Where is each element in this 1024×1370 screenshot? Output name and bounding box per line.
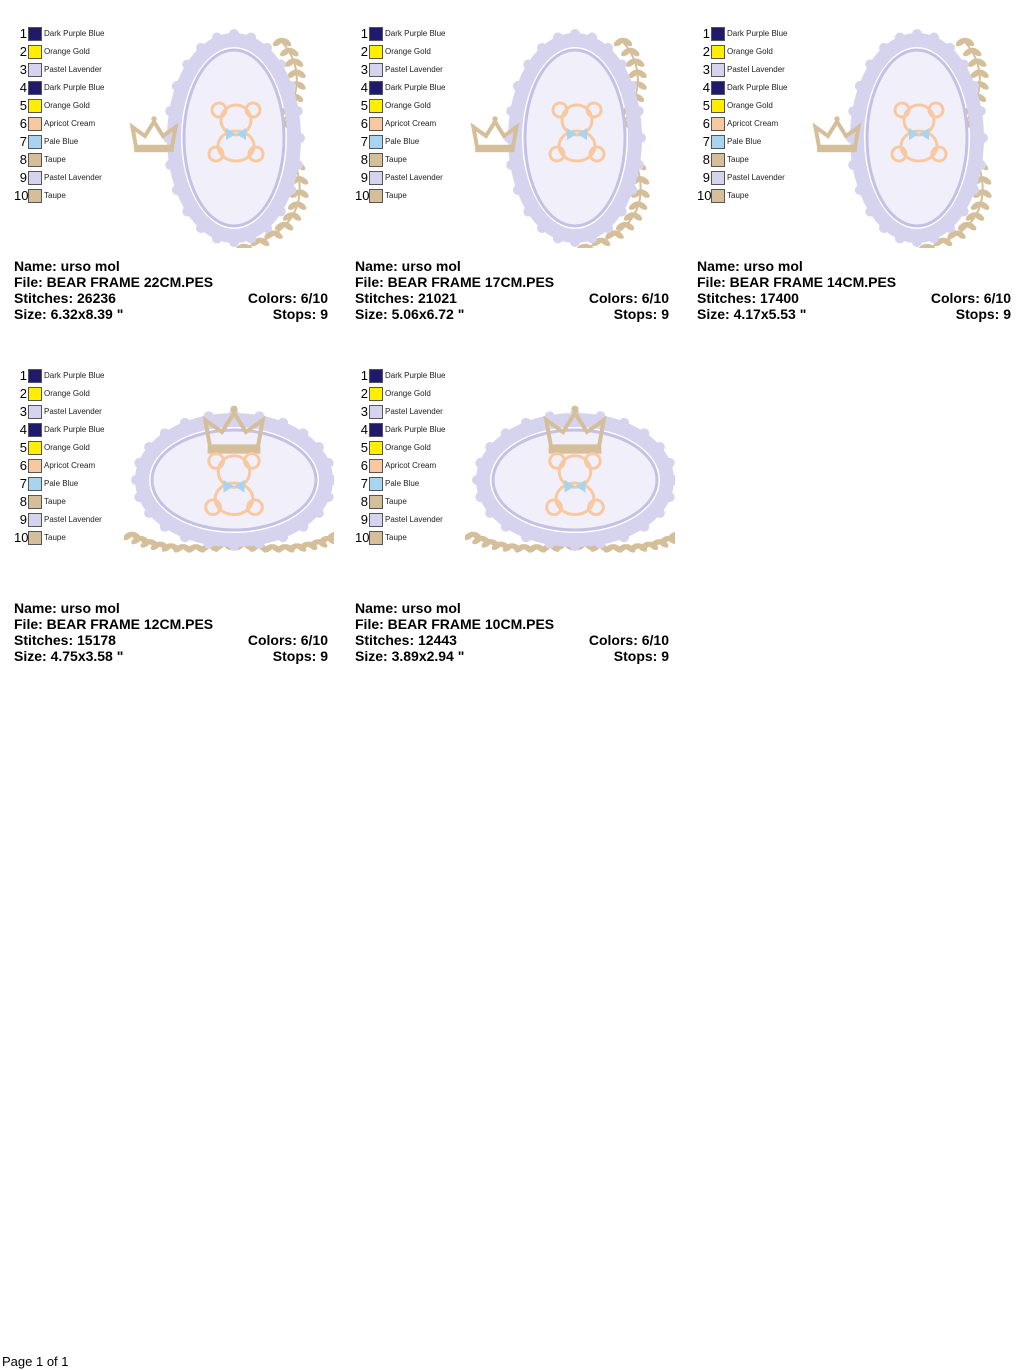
design-name: Name: urso mol [697,258,803,274]
color-number: 3 [19,62,27,77]
color-number: 1 [702,26,710,41]
color-row [14,44,126,62]
color-row [355,44,467,62]
design-info [14,600,328,664]
color-number: 10 [355,530,370,545]
design-name: Name: urso mol [355,258,461,274]
color-swatch [711,99,725,113]
color-name: Orange Gold [385,101,431,110]
color-row [14,152,126,170]
color-row [14,458,126,476]
stitch-count: Stitches: 17400 [697,290,799,306]
color-swatch [369,423,383,437]
embroidery-preview [465,368,675,590]
color-swatch [28,27,42,41]
color-number: 8 [19,152,27,167]
color-number: 7 [360,134,368,149]
color-number: 8 [19,494,27,509]
lace-frame-icon [846,29,988,247]
stop-count: Stops: 9 [272,306,328,322]
color-swatch [711,189,725,203]
color-name: Pastel Lavender [385,173,443,182]
color-name: Dark Purple Blue [385,371,446,380]
color-name: Taupe [44,497,66,506]
embroidery-preview [124,368,334,590]
color-swatch [369,81,383,95]
color-swatch [28,99,42,113]
color-row [14,368,126,386]
color-name: Dark Purple Blue [44,83,105,92]
color-swatch [28,153,42,167]
color-number: 1 [19,26,27,41]
design-card [355,368,673,690]
color-number: 8 [360,152,368,167]
color-number: 10 [14,530,29,545]
color-swatch [711,117,725,131]
color-row [355,512,467,530]
color-swatch [711,63,725,77]
color-swatch [369,135,383,149]
color-swatch [28,369,42,383]
color-name: Dark Purple Blue [727,29,788,38]
color-number: 5 [360,98,368,113]
color-swatch [28,189,42,203]
color-count: Colors: 6/10 [588,290,669,306]
color-row [355,98,467,116]
file-name: File: BEAR FRAME 10CM.PES [355,616,555,632]
color-swatch [28,117,42,131]
color-name: Taupe [44,191,66,200]
color-swatch [28,405,42,419]
color-number: 2 [360,386,368,401]
color-row [697,98,809,116]
color-row [14,386,126,404]
color-number: 2 [360,44,368,59]
embroidery-preview [124,26,334,248]
stitch-count: Stitches: 15178 [14,632,116,648]
color-number: 5 [19,440,27,455]
page-footer: Page 1 of 1 [2,1354,69,1369]
color-name: Taupe [44,533,66,542]
lace-frame-icon [472,409,675,551]
color-name: Pastel Lavender [44,173,102,182]
color-name: Pastel Lavender [44,515,102,524]
color-number: 9 [360,512,368,527]
design-name: Name: urso mol [14,258,120,274]
color-number: 7 [19,476,27,491]
color-number: 8 [702,152,710,167]
color-name: Orange Gold [385,443,431,452]
stitch-count: Stitches: 12443 [355,632,457,648]
color-number: 4 [360,80,368,95]
color-name: Orange Gold [727,47,773,56]
color-name: Orange Gold [727,101,773,110]
color-name: Pale Blue [727,137,762,146]
color-swatch [28,63,42,77]
file-name: File: BEAR FRAME 12CM.PES [14,616,214,632]
lace-frame-icon [131,409,334,551]
design-name: Name: urso mol [14,600,120,616]
color-name: Pale Blue [385,479,420,488]
color-number: 9 [702,170,710,185]
color-name: Pastel Lavender [385,407,443,416]
color-swatch [28,513,42,527]
color-swatch [711,81,725,95]
color-swatch [28,387,42,401]
color-row [355,152,467,170]
color-number: 9 [19,170,27,185]
color-count: Colors: 6/10 [588,632,669,648]
color-name: Orange Gold [44,47,90,56]
color-swatch [369,171,383,185]
color-row [355,530,467,548]
design-info [14,258,328,322]
color-swatch [369,459,383,473]
embroidery-preview [465,26,675,248]
color-swatch [711,171,725,185]
file-name: File: BEAR FRAME 17CM.PES [355,274,555,290]
color-swatch [28,459,42,473]
color-name: Pale Blue [385,137,420,146]
color-row [14,170,126,188]
color-row [697,44,809,62]
stop-count: Stops: 9 [955,306,1011,322]
color-swatch [28,81,42,95]
color-number: 2 [702,44,710,59]
color-swatch [369,405,383,419]
color-number: 4 [360,422,368,437]
design-card [14,368,332,690]
color-swatch [369,477,383,491]
color-name: Apricot Cream [44,119,96,128]
color-swatch [369,45,383,59]
color-row [355,62,467,80]
color-name: Pastel Lavender [727,65,785,74]
color-name: Taupe [385,533,407,542]
color-swatch [369,189,383,203]
color-swatch [28,45,42,59]
color-swatch [711,45,725,59]
color-swatch [369,63,383,77]
color-name: Orange Gold [44,389,90,398]
color-number: 6 [360,458,368,473]
stop-count: Stops: 9 [272,648,328,664]
design-info [697,258,1011,322]
color-swatch [28,423,42,437]
color-name: Taupe [44,155,66,164]
lace-frame-icon [163,29,305,247]
color-row [14,98,126,116]
color-row [14,62,126,80]
design-size: Size: 3.89x2.94 " [355,648,465,664]
design-size: Size: 4.75x3.58 " [14,648,124,664]
color-number: 3 [702,62,710,77]
color-number: 10 [355,188,370,203]
color-name: Taupe [385,191,407,200]
color-name: Taupe [385,155,407,164]
stop-count: Stops: 9 [613,648,669,664]
color-number: 8 [360,494,368,509]
color-number: 10 [14,188,29,203]
color-number: 7 [19,134,27,149]
color-name: Dark Purple Blue [385,29,446,38]
color-number: 6 [702,116,710,131]
design-name: Name: urso mol [355,600,461,616]
color-name: Apricot Cream [44,461,96,470]
color-number: 1 [19,368,27,383]
color-name: Dark Purple Blue [44,371,105,380]
color-swatch [28,441,42,455]
color-row [355,386,467,404]
design-info [355,258,669,322]
color-swatch [369,369,383,383]
color-name: Taupe [385,497,407,506]
color-swatch [711,135,725,149]
color-swatch [369,441,383,455]
color-row [355,188,467,206]
color-count: Colors: 6/10 [247,290,328,306]
color-number: 10 [697,188,712,203]
color-row [697,170,809,188]
color-row [14,494,126,512]
color-swatch [369,117,383,131]
color-name: Apricot Cream [385,461,437,470]
design-card [697,26,1015,348]
color-swatch [369,513,383,527]
color-name: Dark Purple Blue [727,83,788,92]
color-number: 1 [360,368,368,383]
color-swatch [28,171,42,185]
stop-count: Stops: 9 [613,306,669,322]
color-row [355,476,467,494]
color-row [697,80,809,98]
color-swatch [28,531,42,545]
color-row [14,476,126,494]
color-row [355,80,467,98]
color-swatch [369,27,383,41]
color-name: Taupe [727,155,749,164]
color-row [14,404,126,422]
color-number: 7 [360,476,368,491]
color-swatch [28,495,42,509]
color-row [14,440,126,458]
design-size: Size: 4.17x5.53 " [697,306,807,322]
design-info [355,600,669,664]
color-swatch [369,495,383,509]
color-name: Pastel Lavender [385,515,443,524]
color-number: 9 [19,512,27,527]
color-row [697,26,809,44]
color-name: Orange Gold [385,47,431,56]
color-name: Pastel Lavender [44,407,102,416]
stitch-count: Stitches: 21021 [355,290,457,306]
color-swatch [369,531,383,545]
color-number: 6 [19,116,27,131]
color-row [355,26,467,44]
color-name: Dark Purple Blue [44,425,105,434]
color-row [697,134,809,152]
color-row [355,134,467,152]
color-name: Dark Purple Blue [44,29,105,38]
color-name: Orange Gold [44,101,90,110]
color-number: 5 [360,440,368,455]
color-row [14,422,126,440]
color-name: Pastel Lavender [44,65,102,74]
color-row [355,170,467,188]
color-number: 2 [19,386,27,401]
color-name: Taupe [727,191,749,200]
color-name: Orange Gold [385,389,431,398]
color-name: Pale Blue [44,479,79,488]
color-swatch [369,153,383,167]
design-size: Size: 5.06x6.72 " [355,306,465,322]
color-row [355,368,467,386]
color-count: Colors: 6/10 [247,632,328,648]
color-row [355,440,467,458]
design-size: Size: 6.32x8.39 " [14,306,124,322]
stitch-count: Stitches: 26236 [14,290,116,306]
color-number: 1 [360,26,368,41]
color-number: 5 [702,98,710,113]
color-row [697,62,809,80]
color-number: 4 [19,80,27,95]
color-swatch [369,99,383,113]
color-row [697,116,809,134]
file-name: File: BEAR FRAME 14CM.PES [697,274,897,290]
color-number: 3 [19,404,27,419]
color-row [355,422,467,440]
color-number: 5 [19,98,27,113]
color-count: Colors: 6/10 [930,290,1011,306]
color-name: Pastel Lavender [727,173,785,182]
color-name: Pale Blue [44,137,79,146]
color-number: 6 [360,116,368,131]
color-name: Apricot Cream [727,119,779,128]
color-row [355,494,467,512]
color-row [14,80,126,98]
color-number: 4 [702,80,710,95]
color-number: 3 [360,62,368,77]
color-name: Orange Gold [44,443,90,452]
color-name: Pastel Lavender [385,65,443,74]
color-name: Dark Purple Blue [385,425,446,434]
color-row [355,116,467,134]
color-row [14,116,126,134]
design-card [14,26,332,348]
color-row [14,512,126,530]
color-row [355,404,467,422]
color-name: Dark Purple Blue [385,83,446,92]
color-swatch [711,153,725,167]
color-row [14,530,126,548]
lace-frame-icon [504,29,646,247]
color-number: 7 [702,134,710,149]
color-row [14,26,126,44]
color-swatch [28,477,42,491]
color-number: 4 [19,422,27,437]
color-row [14,188,126,206]
design-card [355,26,673,348]
color-row [697,188,809,206]
color-row [355,458,467,476]
color-row [14,134,126,152]
color-number: 3 [360,404,368,419]
color-number: 6 [19,458,27,473]
color-row [697,152,809,170]
color-name: Apricot Cream [385,119,437,128]
color-number: 2 [19,44,27,59]
color-swatch [369,387,383,401]
embroidery-preview [807,26,1017,248]
color-number: 9 [360,170,368,185]
color-swatch [28,135,42,149]
file-name: File: BEAR FRAME 22CM.PES [14,274,214,290]
color-swatch [711,27,725,41]
